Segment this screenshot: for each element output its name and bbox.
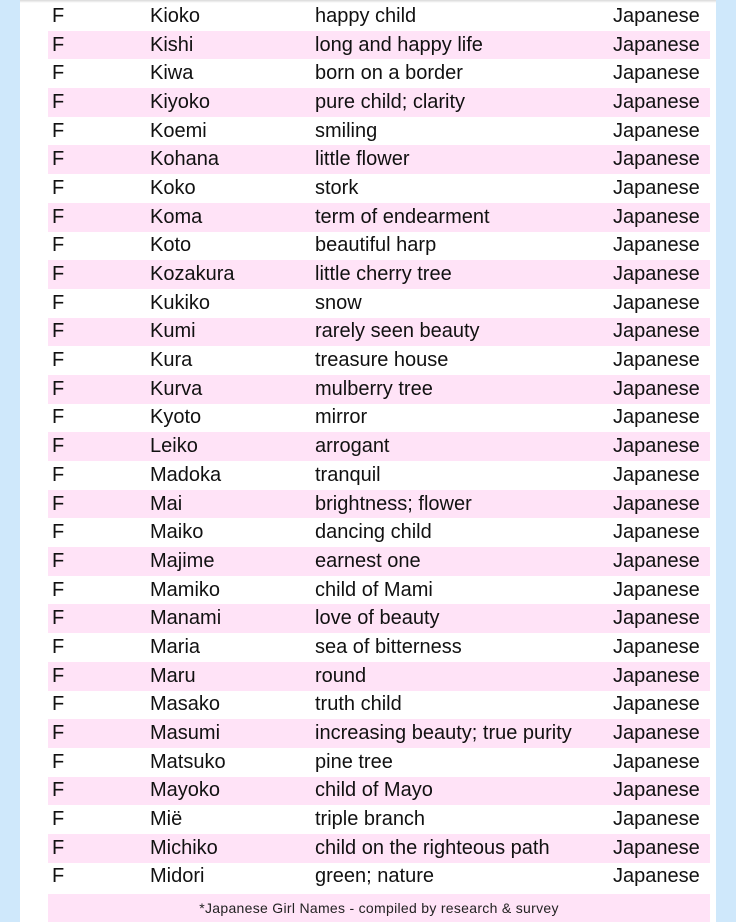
origin-cell: Japanese [613,836,700,859]
origin-cell: Japanese [613,349,700,372]
table-row [48,490,710,519]
table-row [48,174,710,203]
origin-cell: Japanese [613,607,700,630]
table-row [48,805,710,834]
table-row [48,633,710,662]
name-cell: Mamiko [150,578,221,601]
meaning-cell: truth child [315,693,402,716]
meaning-cell: little flower [315,148,410,171]
table-row [48,232,710,261]
origin-cell: Japanese [613,205,700,228]
name-cell: Kyoto [150,406,202,429]
gender-cell: F [52,463,65,486]
gender-cell: F [52,148,65,171]
name-cell: Koma [150,205,203,228]
gender-cell: F [52,549,65,572]
name-cell: Koto [150,234,192,257]
meaning-cell: smiling [315,119,378,142]
gender-cell: F [52,263,65,286]
name-cell: Masako [150,693,221,716]
gender-cell: F [52,176,65,199]
meaning-cell: long and happy life [315,33,483,56]
origin-cell: Japanese [613,693,700,716]
origin-cell: Japanese [613,62,700,85]
table-row [48,518,710,547]
name-cell: Maiko [150,521,204,544]
meaning-cell: mulberry tree [315,377,433,400]
origin-cell: Japanese [613,463,700,486]
name-cell: Matsuko [150,750,226,773]
table-row [48,289,710,318]
left-page-margin [0,0,20,922]
name-cell: Miё [150,808,183,831]
origin-cell: Japanese [613,263,700,286]
meaning-cell: little cherry tree [315,263,452,286]
table-row [48,117,710,146]
meaning-cell: round [315,664,367,687]
meaning-cell: term of endearment [315,205,490,228]
meaning-cell: pure child; clarity [315,90,466,113]
name-cell: Kozakura [150,263,235,286]
name-cell: Michiko [150,836,218,859]
origin-cell: Japanese [613,722,700,745]
gender-cell: F [52,722,65,745]
meaning-cell: stork [315,176,359,199]
origin-cell: Japanese [613,492,700,515]
gender-cell: F [52,808,65,831]
name-cell: Kurva [150,377,203,400]
name-cell: Leiko [150,435,198,458]
meaning-cell: increasing beauty; true purity [315,722,572,745]
gender-cell: F [52,349,65,372]
gender-cell: F [52,607,65,630]
meaning-cell: beautiful harp [315,234,437,257]
meaning-cell: child of Mayo [315,779,433,802]
name-cell: Mayoko [150,779,221,802]
origin-cell: Japanese [613,176,700,199]
table-row [48,88,710,117]
table-row [48,461,710,490]
origin-cell: Japanese [613,779,700,802]
gender-cell: F [52,205,65,228]
meaning-cell: triple branch [315,808,426,831]
table-row [48,719,710,748]
origin-cell: Japanese [613,90,700,113]
origin-cell: Japanese [613,320,700,343]
table-row [48,662,710,691]
name-cell: Kiyoko [150,90,211,113]
origin-cell: Japanese [613,578,700,601]
gender-cell: F [52,865,65,888]
name-cell: Madoka [150,463,222,486]
name-cell: Mai [150,492,183,515]
name-cell: Koko [150,176,196,199]
origin-cell: Japanese [613,865,700,888]
gender-cell: F [52,635,65,658]
table-row [48,834,710,863]
meaning-cell: brightness; flower [315,492,472,515]
gender-cell: F [52,578,65,601]
origin-cell: Japanese [613,119,700,142]
origin-cell: Japanese [613,33,700,56]
name-cell: Koemi [150,119,207,142]
gender-cell: F [52,4,65,27]
gender-cell: F [52,377,65,400]
gender-cell: F [52,234,65,257]
name-cell: Kiwa [150,62,194,85]
table-row [48,576,710,605]
name-cell: Kura [150,349,193,372]
name-cell: Maru [150,664,196,687]
table-footer-note: *Japanese Girl Names - compiled by research & survey [48,894,710,922]
table-row [48,547,710,576]
table-row [48,863,710,892]
table-row [48,145,710,174]
origin-cell: Japanese [613,377,700,400]
meaning-cell: pine tree [315,750,393,773]
name-cell: Majime [150,549,215,572]
meaning-cell: tranquil [315,463,381,486]
meaning-cell: arrogant [315,435,390,458]
table-row [48,604,710,633]
gender-cell: F [52,492,65,515]
origin-cell: Japanese [613,808,700,831]
origin-cell: Japanese [613,291,700,314]
origin-cell: Japanese [613,406,700,429]
name-cell: Maria [150,635,201,658]
gender-cell: F [52,435,65,458]
gender-cell: F [52,750,65,773]
table-row [48,318,710,347]
name-cell: Kukiko [150,291,211,314]
name-cell: Midori [150,865,205,888]
table-row [48,432,710,461]
meaning-cell: dancing child [315,521,432,544]
name-cell: Kohana [150,148,219,171]
table-row [48,31,710,60]
origin-cell: Japanese [613,435,700,458]
meaning-cell: treasure house [315,349,449,372]
name-cell: Kioko [150,4,201,27]
name-cell: Masumi [150,722,221,745]
meaning-cell: earnest one [315,549,421,572]
table-row [48,748,710,777]
table-row [48,691,710,720]
gender-cell: F [52,693,65,716]
table-row [48,375,710,404]
table-row [48,777,710,806]
meaning-cell: love of beauty [315,607,440,630]
gender-cell: F [52,521,65,544]
origin-cell: Japanese [613,549,700,572]
meaning-cell: born on a border [315,62,463,85]
meaning-cell: mirror [315,406,368,429]
gender-cell: F [52,33,65,56]
gender-cell: F [52,836,65,859]
origin-cell: Japanese [613,664,700,687]
right-page-margin [716,0,736,922]
origin-cell: Japanese [613,148,700,171]
origin-cell: Japanese [613,521,700,544]
meaning-cell: child on the righteous path [315,836,550,859]
meaning-cell: snow [315,291,362,314]
origin-cell: Japanese [613,234,700,257]
gender-cell: F [52,406,65,429]
table-row [48,346,710,375]
name-cell: Kumi [150,320,196,343]
table-row [48,260,710,289]
gender-cell: F [52,779,65,802]
origin-cell: Japanese [613,4,700,27]
table-row [48,2,710,31]
origin-cell: Japanese [613,750,700,773]
meaning-cell: rarely seen beauty [315,320,480,343]
name-cell: Kishi [150,33,194,56]
gender-cell: F [52,664,65,687]
gender-cell: F [52,90,65,113]
gender-cell: F [52,320,65,343]
name-cell: Manami [150,607,222,630]
table-row [48,203,710,232]
meaning-cell: sea of bitterness [315,635,462,658]
names-table [48,2,710,891]
table-row [48,59,710,88]
gender-cell: F [52,62,65,85]
table-row [48,404,710,433]
gender-cell: F [52,119,65,142]
meaning-cell: happy child [315,4,417,27]
origin-cell: Japanese [613,635,700,658]
meaning-cell: child of Mami [315,578,433,601]
meaning-cell: green; nature [315,865,434,888]
gender-cell: F [52,291,65,314]
